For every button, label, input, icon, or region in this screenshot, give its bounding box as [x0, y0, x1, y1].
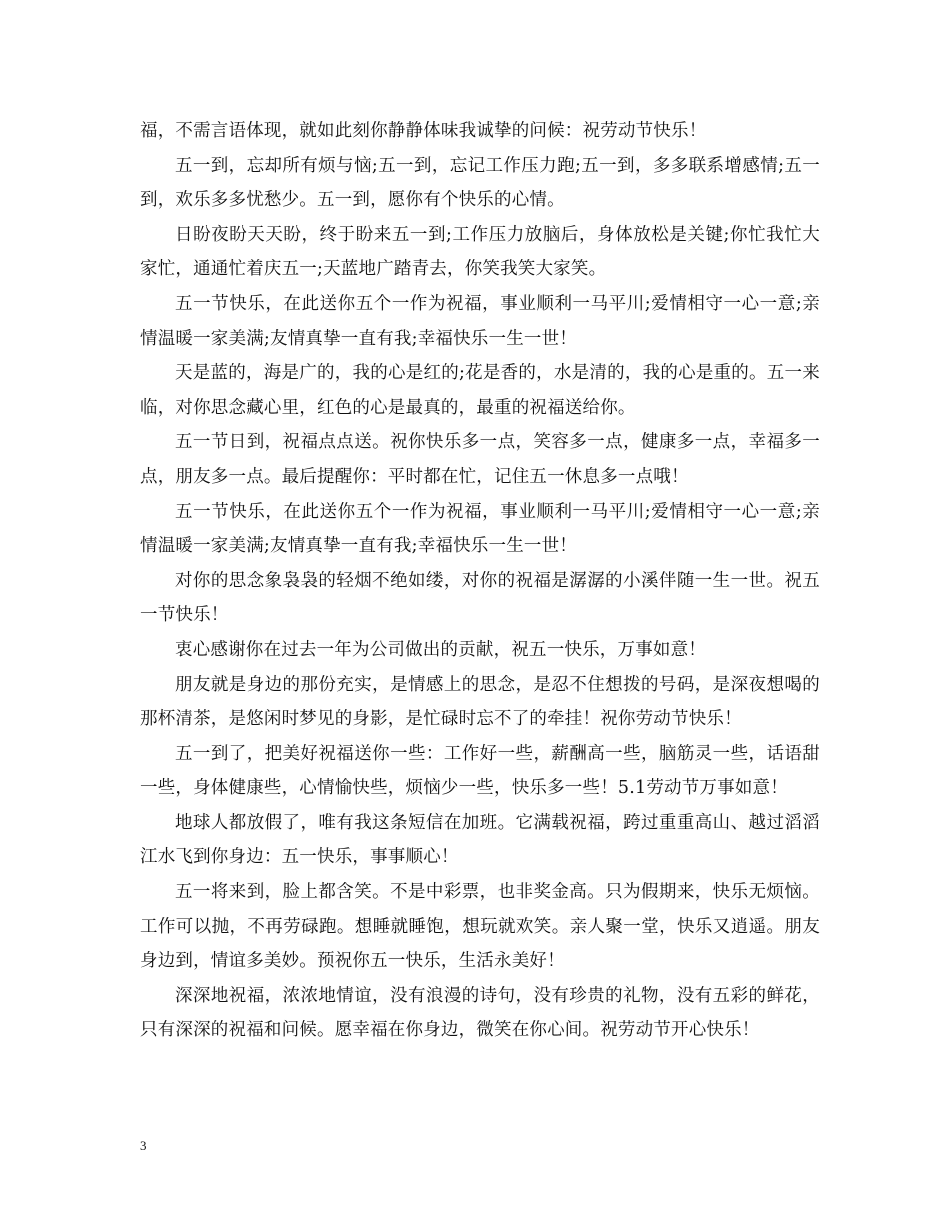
paragraph: 地球人都放假了，唯有我这条短信在加班。它满载祝福，跨过重重高山、越过滔滔江水飞到你身边：五一快乐，事事顺心！: [140, 812, 820, 868]
paragraph: 对你的思念象袅袅的轻烟不绝如缕，对你的祝福是潺潺的小溪伴随一生一世。祝五一节快乐！: [140, 570, 820, 626]
paragraph: 衷心感谢你在过去一年为公司做出的贡献，祝五一快乐，万事如意！: [175, 639, 706, 660]
paragraph: 五一将来到，脸上都含笑。不是中彩票，也非奖金高。只为假期来，快乐无烦恼。工作可以抛，不再劳碌跑。想睡就睡饱，想玩就欢笑。亲人聚一堂，快乐又逍遥。朋友身边到，情谊多美妙。预祝你五一快乐，生活永美好！: [140, 882, 820, 972]
document-body: [140, 114, 820, 1048]
page-number: 3: [140, 1138, 147, 1153]
paragraph: 五一节日到，祝福点点送。祝你快乐多一点，笑容多一点，健康多一点，幸福多一点，朋友多一点。最后提醒你：平时都在忙，记住五一休息多一点哦！: [140, 432, 820, 487]
paragraph: 福，不需言语体现，就如此刻你静静体味我诚挚的问候：祝劳动节快乐！: [140, 121, 707, 141]
paragraph: 日盼夜盼天天盼，终于盼来五一到;工作压力放脑后，身体放松是关键;你忙我忙大家忙，通通忙着庆五一;天蓝地广踏青去，你笑我笑大家笑。: [140, 224, 820, 280]
paragraph: 深深地祝福，浓浓地情谊，没有浪漫的诗句，没有珍贵的礼物，没有五彩的鲜花，只有深深的祝福和问候。愿幸福在你身边，微笑在你心间。祝劳动节开心快乐！: [140, 985, 820, 1041]
paragraph: 朋友就是身边的那份充实，是情感上的思念，是忍不住想拨的号码，是深夜想喝的那杯清茶，是悠闲时梦见的身影，是忙碌时忘不了的牵挂！祝你劳动节快乐！: [140, 674, 820, 730]
paragraph: 五一节快乐，在此送你五个一作为祝福，事业顺利一马平川;爱情相守一心一意;亲情温暖一家美满;友情真挚一直有我;幸福快乐一生一世！: [140, 293, 820, 349]
paragraph: 五一到了，把美好祝福送你一些：工作好一些，薪酬高一些，脑筋灵一些，话语甜一些，身体健康些，心情愉快些，烦恼少一些，快乐多一些！5.1劳动节万事如意！: [140, 743, 820, 799]
paragraph: 五一到，忘却所有烦与恼;五一到，忘记工作压力跑;五一到，多多联系增感情;五一到，欢乐多多忧愁少。五一到，愿你有个快乐的心情。: [140, 155, 820, 211]
paragraph: 五一节快乐，在此送你五个一作为祝福，事业顺利一马平川;爱情相守一心一意;亲情温暖一家美满;友情真挚一直有我;幸福快乐一生一世！: [140, 501, 820, 557]
paragraph: 天是蓝的，海是广的，我的心是红的;花是香的，水是清的，我的心是重的。五一来临，对你思念藏心里，红色的心是最真的，最重的祝福送给你。: [140, 363, 820, 418]
